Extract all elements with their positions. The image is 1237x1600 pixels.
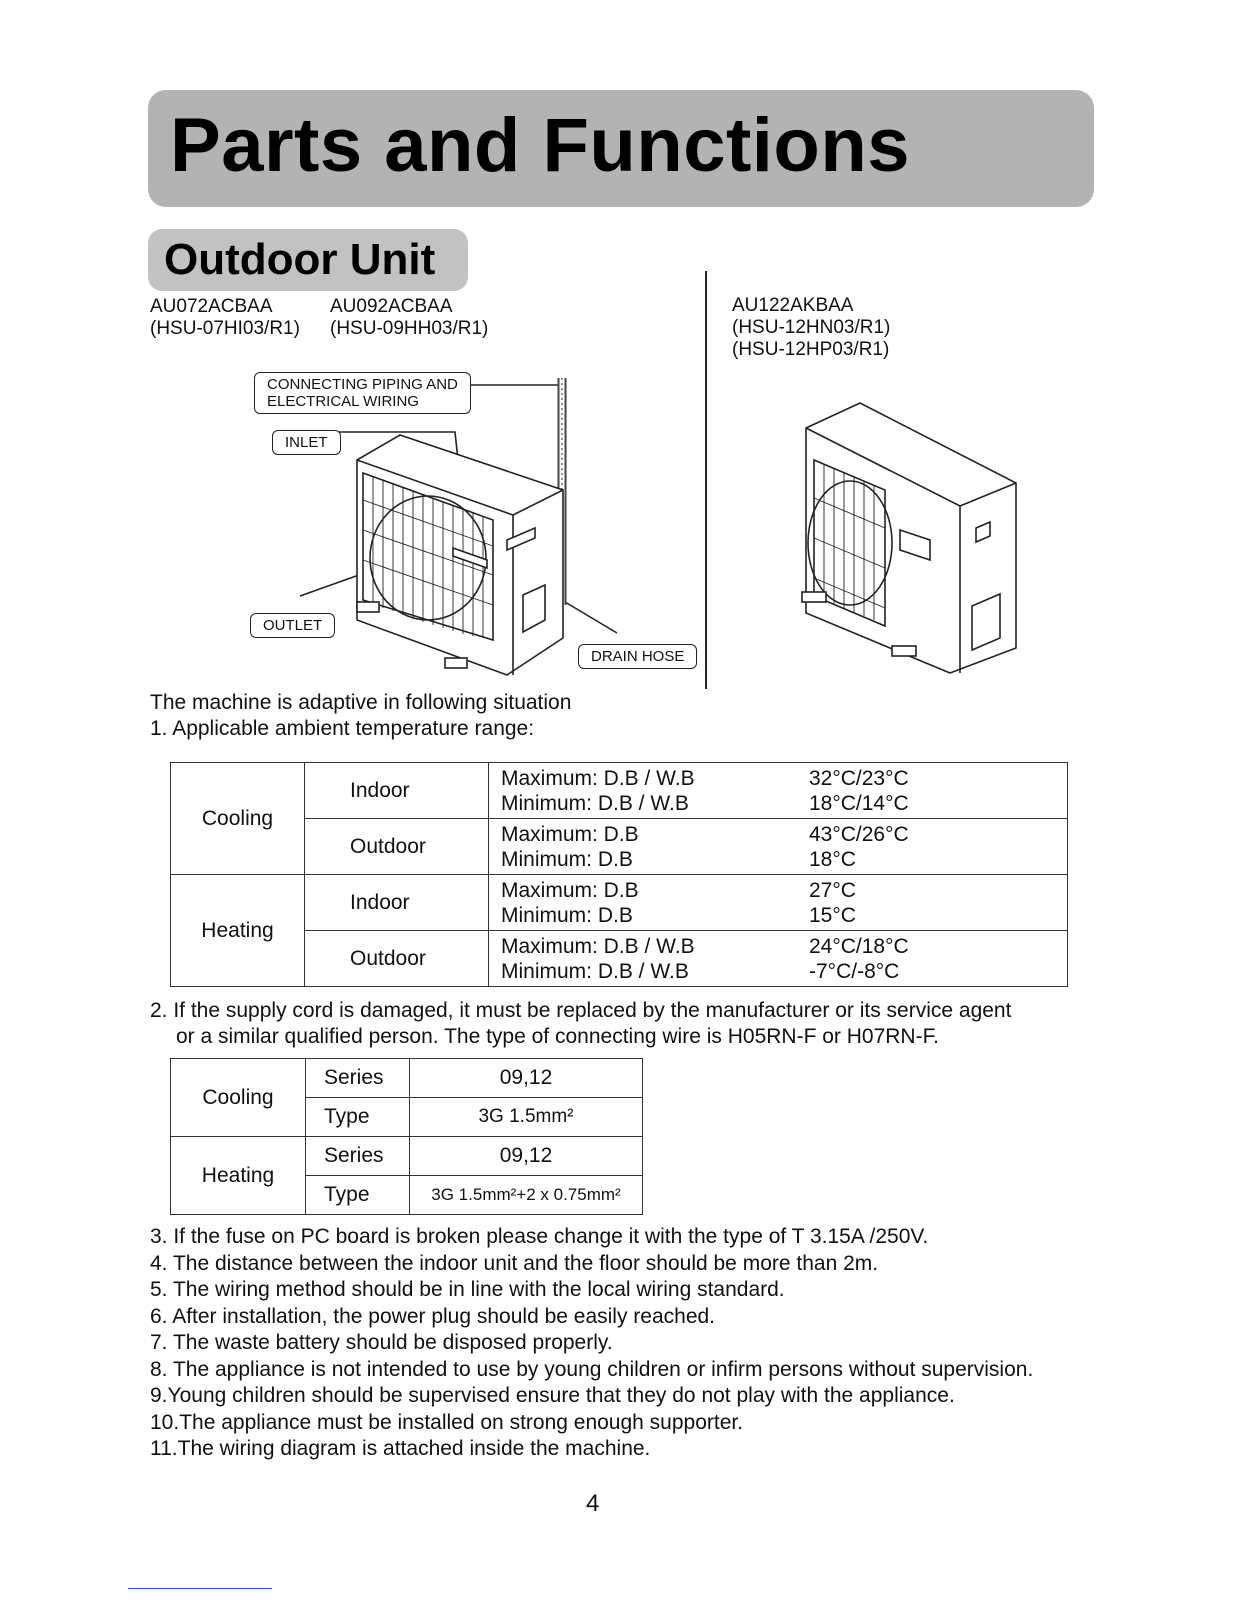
list-item: 3. If the fuse on PC board is broken please change it with the type of T 3.15A /250V.: [150, 1225, 929, 1248]
list-item: 5. The wiring method should be in line with the local wiring standard.: [150, 1278, 785, 1301]
list-item: 8. The appliance is not intended to use by young children or infirm persons without supervision.: [150, 1357, 1034, 1381]
outdoor-unit-right-illustration: [790, 398, 1030, 688]
callout-drain-hose: DRAIN HOSE: [578, 644, 697, 669]
list-item: 10.The appliance must be installed on strong enough supporter.: [150, 1410, 744, 1434]
list-item: 11.The wiring diagram is attached inside the machine.: [150, 1437, 651, 1460]
table-cell-type: Type: [306, 1176, 410, 1215]
table-row-range: Maximum: D.B / W.B 24°C/18°C Minimum: D.B / W.B -7°C/-8°C: [489, 931, 1068, 987]
table-cell-cooling-type: 3G 1.5mm²: [410, 1098, 643, 1137]
intro-line-1: The machine is adaptive in following situation: [150, 691, 572, 714]
table-cell-heating: Heating: [171, 1137, 306, 1215]
page-title-bar: [148, 90, 1094, 207]
table-cell-cooling-series: 09,12: [410, 1059, 643, 1098]
table-cell-heating-series: 09,12: [410, 1137, 643, 1176]
model-label-left-b: AU092ACBAA (HSU-09HH03/R1): [330, 296, 489, 339]
list-item: 7. The waste battery should be disposed properly.: [150, 1331, 613, 1354]
list-item: 4. The distance between the indoor unit and the floor should be more than 2m.: [150, 1251, 879, 1275]
note-2-line-2: or a similar qualified person. The type of connecting wire is H05RN-F or H07RN-F.: [176, 1025, 939, 1048]
column-divider: [705, 271, 707, 689]
table-cell-cooling: Cooling: [171, 763, 305, 875]
table-cell-indoor: Indoor: [305, 875, 489, 931]
section-title: Outdoor Unit: [164, 235, 436, 284]
page-number: 4: [586, 1490, 600, 1517]
table-row-range: Maximum: D.B 43°C/26°C Minimum: D.B 18°C: [489, 819, 1068, 875]
table-cell-outdoor: Outdoor: [305, 819, 489, 875]
table-row-range: Maximum: D.B 27°C Minimum: D.B 15°C: [489, 875, 1068, 931]
section-heading-pill: [148, 229, 468, 291]
table-cell-indoor: Indoor: [305, 763, 489, 819]
callout-outlet: OUTLET: [250, 613, 335, 638]
table-cell-heating: Heating: [171, 875, 305, 987]
callout-connecting-piping: CONNECTING PIPING AND ELECTRICAL WIRING: [254, 372, 471, 414]
table-cell-series: Series: [306, 1137, 410, 1176]
page-title: Parts and Functions: [170, 103, 911, 188]
model-label-left-a: AU072ACBAA (HSU-07HI03/R1): [150, 296, 300, 339]
connecting-wire-table: [170, 1058, 643, 1215]
notes-list: [150, 1224, 1033, 1463]
callout-inlet: INLET: [272, 430, 341, 455]
table-row-range: Maximum: D.B / W.B 32°C/23°C Minimum: D.B / W.B 18°C/14°C: [489, 763, 1068, 819]
note-2-line-1: 2. If the supply cord is damaged, it must be replaced by the manufacturer or its service agent: [150, 999, 1012, 1022]
footer-link-underline: [128, 1588, 272, 1589]
table-cell-outdoor: Outdoor: [305, 931, 489, 987]
list-item: 6. After installation, the power plug should be easily reached.: [150, 1304, 716, 1328]
model-label-right: AU122AKBAA (HSU-12HN03/R1) (HSU-12HP03/R1): [732, 295, 891, 360]
table-cell-series: Series: [306, 1059, 410, 1098]
temperature-range-table: [170, 762, 1068, 987]
table-cell-cooling: Cooling: [171, 1059, 306, 1137]
list-item: 9.Young children should be supervised ensure that they do not play with the appliance.: [150, 1384, 955, 1407]
intro-line-2: 1. Applicable ambient temperature range:: [150, 717, 535, 740]
table-cell-heating-type: 3G 1.5mm²+2 x 0.75mm²: [410, 1176, 643, 1215]
table-cell-type: Type: [306, 1098, 410, 1137]
outdoor-unit-left-illustration: [245, 370, 695, 690]
